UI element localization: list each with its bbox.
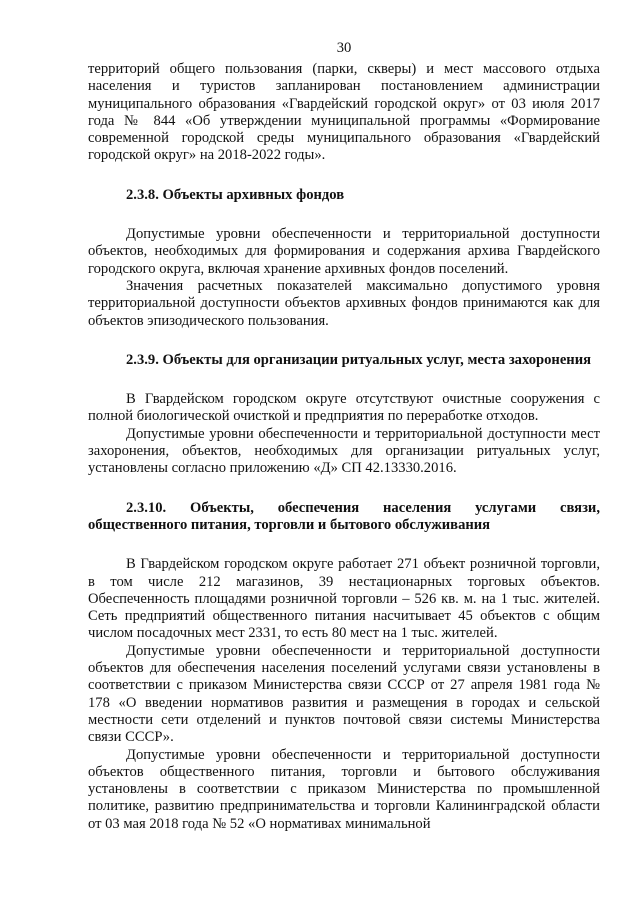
section-heading-2-3-8: 2.3.8. Объекты архивных фондов [126,186,345,203]
section-2-3-8-paragraph-2: Значения расчетных показателей максимально допустимого уровня территориальной доступности объектов архивных фондов принимаются как для объектов эпизодического пользования. [88,277,600,329]
section-heading-2-3-10: 2.3.10. Объекты, обеспечения населения услугами связи, общественного питания, торговли и бытового обслуживания [88,499,600,533]
section-2-3-9-paragraph-2: Допустимые уровни обеспеченности и территориальной доступности мест захоронения, объектов, необходимых для организации ритуальных услуг, установлены согласно приложению «Д» СП 42.13330.2016. [88,425,600,477]
section-2-3-10-paragraph-1: В Гвардейском городском округе работает 271 объект розничной торговли, в том числе 212 магазинов, 39 нестационарных торговых объектов. Обеспеченность площадями розничной торговли – 526 кв. м. на 1 тыс. жителей. Сеть предприятий общественного питания насчитывает 45 объектов с общим числом посадочных мест 2331, то есть 80 мест на 1 тыс. жителей. [88,556,600,642]
section-2-3-10-paragraph-3: Допустимые уровни обеспеченности и территориальной доступности объектов общественного питания, торговли и бытового обслуживания установлены в соответствии с приказом Министерства по промышленной политике, развитию предпринимательства и торговли Калининградской области от 03 мая 2018 года № 52 «О нормативах минимальной [88,746,600,832]
page-number: 30 [336,40,352,56]
section-2-3-8-paragraph-1: Допустимые уровни обеспеченности и территориальной доступности объектов, необходимых для формирования и содержания архива Гвардейского городского округа, включая хранение архивных фондов поселений. [88,226,600,277]
intro-paragraph: территорий общего пользования (парки, скверы) и мест массового отдыха населения и туристов запланирован постановлением администрации муниципального образования «Гвардейский городской округ» от 03 июля 2017 года № 844 «Об утверждении муниципальной программы «Формирование современной городской среды муниципального образования «Гвардейский городской округ» на 2018-2022 годы». [88,61,600,164]
section-2-3-10-paragraph-2: Допустимые уровни обеспеченности и территориальной доступности объектов для обеспечения населения поселений услугами связи установлены в соответствии с приказом Министерства связи СССР от 27 апреля 1981 года № 178 «О введении нормативов развития и размещения в городах и сельской местности сети отделений и пунктов почтовой связи системы Министерства связи СССР». [88,642,600,746]
section-2-3-9-paragraph-1: В Гвардейском городском округе отсутствуют очистные сооружения с полной биологической очисткой и предприятия по переработке отходов. [88,391,600,425]
section-heading-2-3-9: 2.3.9. Объекты для организации ритуальных услуг, места захоронения [126,351,592,368]
